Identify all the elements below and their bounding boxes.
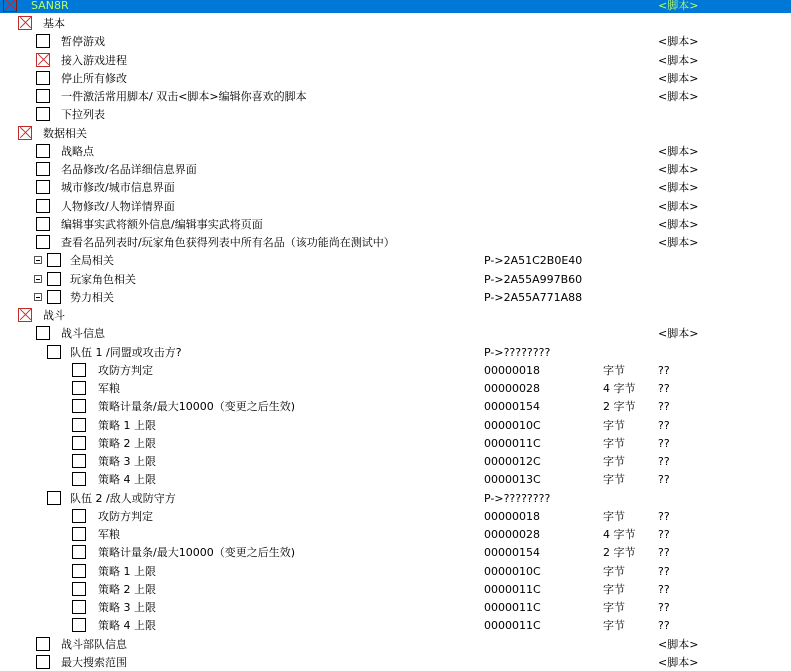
- header-script-value: <脚本>: [658, 0, 699, 12]
- list-item[interactable]: [0, 397, 791, 415]
- entry-type: 2 字节: [603, 546, 636, 560]
- list-item[interactable]: [0, 616, 791, 634]
- collapse-toggle-icon[interactable]: [34, 256, 42, 264]
- entry-type: 字节: [603, 582, 625, 596]
- activate-checkbox[interactable]: [36, 217, 50, 231]
- activate-checkbox[interactable]: [72, 399, 86, 413]
- entry-address: 0000013C: [484, 473, 541, 487]
- entry-type: 4 字节: [603, 528, 636, 541]
- entry-description: 策略 4 上限: [98, 619, 156, 633]
- entry-value: ??: [658, 528, 670, 541]
- entry-value: ??: [658, 509, 670, 523]
- entry-value: ??: [658, 564, 670, 578]
- entry-description: 编辑事实武将额外信息/编辑事实武将页面: [61, 217, 263, 231]
- list-item[interactable]: [0, 270, 791, 288]
- entry-description: 策略 4 上限: [98, 473, 156, 487]
- list-item[interactable]: [0, 361, 791, 379]
- list-item[interactable]: [0, 379, 791, 397]
- entry-description: 名品修改/名品详细信息界面: [61, 163, 197, 176]
- entry-address: 00000028: [484, 382, 540, 395]
- entry-address: 0000011C: [484, 619, 541, 633]
- list-item[interactable]: [0, 343, 791, 361]
- group-row[interactable]: [0, 124, 791, 142]
- entry-description: 军粮: [98, 382, 120, 395]
- activate-checkbox[interactable]: [18, 126, 32, 140]
- entry-description: 策略 1 上限: [98, 418, 156, 432]
- entry-description: 下拉列表: [61, 108, 105, 122]
- entry-description: 数据相关: [43, 126, 87, 140]
- list-item[interactable]: [0, 233, 791, 251]
- activate-checkbox[interactable]: [18, 16, 32, 30]
- activate-checkbox[interactable]: [36, 89, 50, 103]
- list-item[interactable]: [0, 197, 791, 215]
- activate-checkbox[interactable]: [36, 162, 50, 176]
- entry-value: <脚本>: [658, 144, 699, 158]
- list-item[interactable]: [0, 470, 791, 488]
- entry-address: P->2A55A771A88: [484, 290, 583, 304]
- entry-value: <脚本>: [658, 90, 699, 103]
- entry-value: <脚本>: [658, 217, 699, 231]
- entry-value: ??: [658, 546, 670, 560]
- list-item[interactable]: [0, 215, 791, 233]
- list-item[interactable]: [0, 507, 791, 525]
- table-header-row[interactable]: [0, 0, 791, 13]
- list-item[interactable]: [0, 178, 791, 196]
- activate-checkbox[interactable]: [72, 381, 86, 395]
- list-item[interactable]: [0, 32, 791, 50]
- entry-value: <脚本>: [658, 53, 699, 67]
- activate-checkbox[interactable]: [72, 527, 86, 541]
- activate-checkbox[interactable]: [72, 582, 86, 596]
- entry-description: 队伍 2 /敌人或防守方: [70, 491, 176, 505]
- entry-description: 基本: [43, 17, 65, 30]
- list-item[interactable]: [0, 69, 791, 87]
- activate-checkbox[interactable]: [36, 71, 50, 85]
- entry-value: <脚本>: [658, 71, 699, 85]
- list-item[interactable]: [0, 324, 791, 342]
- list-item[interactable]: [0, 635, 791, 653]
- activate-checkbox[interactable]: [72, 564, 86, 578]
- entry-value: ??: [658, 582, 670, 596]
- entry-type: 字节: [603, 436, 625, 450]
- entry-value: ??: [658, 400, 670, 414]
- entry-description: 策略 1 上限: [98, 564, 156, 578]
- list-item[interactable]: [0, 51, 791, 69]
- entry-value: <脚本>: [658, 637, 699, 651]
- entry-address: 00000154: [484, 400, 540, 414]
- entry-value: ??: [658, 473, 670, 487]
- entry-address: P->2A51C2B0E40: [484, 254, 583, 268]
- entry-description: 一件激活常用脚本/ 双击<脚本>编辑你喜欢的脚本: [61, 90, 307, 103]
- entry-description: 攻防方判定: [98, 363, 153, 377]
- entry-type: 字节: [603, 473, 625, 487]
- list-item[interactable]: [0, 416, 791, 434]
- entry-description: 战斗信息: [61, 327, 105, 341]
- entry-type: 4 字节: [603, 382, 636, 395]
- entry-description: 策略 3 上限: [98, 601, 156, 614]
- entry-description: 战斗部队信息: [61, 637, 127, 651]
- entry-description: 策略 2 上限: [98, 436, 156, 450]
- activate-checkbox[interactable]: [36, 637, 50, 651]
- list-item[interactable]: [0, 598, 791, 616]
- list-item[interactable]: [0, 562, 791, 580]
- activate-checkbox[interactable]: [36, 326, 50, 340]
- entry-value: ??: [658, 455, 670, 468]
- entry-address: 0000010C: [484, 564, 541, 578]
- entry-value: <脚本>: [658, 236, 699, 249]
- entry-value: ??: [658, 418, 670, 432]
- entry-value: <脚本>: [658, 655, 699, 669]
- activate-checkbox[interactable]: [36, 655, 50, 669]
- list-item[interactable]: [0, 525, 791, 543]
- entry-value: ??: [658, 436, 670, 450]
- entry-description: 队伍 1 /同盟或攻击方?: [70, 345, 182, 359]
- entry-address: P->2A55A997B60: [484, 272, 583, 286]
- list-item[interactable]: [0, 105, 791, 123]
- entry-description: 战略点: [61, 144, 94, 158]
- activate-checkbox[interactable]: [18, 308, 32, 322]
- activate-checkbox[interactable]: [72, 509, 86, 523]
- list-item[interactable]: [0, 142, 791, 160]
- entry-description: 攻防方判定: [98, 509, 153, 523]
- entry-description: 查看名品列表时/玩家角色获得列表中所有名品（该功能尚在测试中）: [61, 236, 395, 249]
- entry-description: 军粮: [98, 528, 120, 541]
- entry-description: 战斗: [43, 309, 65, 322]
- activate-checkbox[interactable]: [72, 600, 86, 614]
- list-item[interactable]: [0, 160, 791, 178]
- list-item[interactable]: [0, 653, 791, 671]
- collapse-toggle-icon[interactable]: [34, 293, 42, 301]
- entry-description: 策略 3 上限: [98, 455, 156, 468]
- collapse-toggle-icon[interactable]: [34, 275, 42, 283]
- entry-value: ??: [658, 382, 670, 395]
- entry-address: 00000018: [484, 509, 540, 523]
- entry-description: 暂停游戏: [61, 35, 105, 49]
- group-row[interactable]: [0, 306, 791, 324]
- list-item[interactable]: [0, 434, 791, 452]
- entry-value: ??: [658, 601, 670, 614]
- entry-value: <脚本>: [658, 199, 699, 213]
- activate-checkbox[interactable]: [47, 290, 61, 304]
- activate-checkbox[interactable]: [36, 144, 50, 158]
- activate-checkbox[interactable]: [72, 454, 86, 468]
- entry-type: 字节: [603, 363, 625, 377]
- header-checkbox[interactable]: [3, 0, 17, 12]
- entry-description: 策略计量条/最大10000（变更之后生效): [98, 400, 295, 414]
- entry-description: 策略计量条/最大10000（变更之后生效): [98, 546, 295, 560]
- entry-address: 0000012C: [484, 455, 541, 468]
- activate-checkbox[interactable]: [47, 345, 61, 359]
- entry-description: 全局相关: [70, 254, 114, 268]
- entry-address: 0000011C: [484, 601, 541, 614]
- entry-value: <脚本>: [658, 327, 699, 341]
- activate-checkbox[interactable]: [36, 180, 50, 194]
- entry-address: 0000010C: [484, 418, 541, 432]
- entry-type: 字节: [603, 601, 625, 614]
- list-item[interactable]: [0, 452, 791, 470]
- entry-description: 接入游戏进程: [61, 53, 127, 67]
- entry-address: 00000154: [484, 546, 540, 560]
- entry-type: 字节: [603, 455, 625, 468]
- entry-type: 2 字节: [603, 400, 636, 414]
- entry-address: 0000011C: [484, 436, 541, 450]
- entry-description: 停止所有修改: [61, 71, 127, 85]
- entry-address: P->????????: [484, 345, 551, 359]
- activate-checkbox[interactable]: [72, 436, 86, 450]
- list-item[interactable]: [0, 580, 791, 598]
- table-title: SAN8R: [31, 0, 69, 12]
- list-item[interactable]: [0, 288, 791, 306]
- entry-address: 00000028: [484, 528, 540, 541]
- entry-value: <脚本>: [658, 35, 699, 49]
- group-row[interactable]: [0, 14, 791, 32]
- entry-description: 最大搜索范围: [61, 655, 127, 669]
- entry-value: ??: [658, 363, 670, 377]
- activate-checkbox[interactable]: [36, 107, 50, 121]
- entry-description: 势力相关: [70, 290, 114, 304]
- entry-description: 人物修改/人物详情界面: [61, 199, 175, 213]
- activate-checkbox[interactable]: [72, 363, 86, 377]
- entry-type: 字节: [603, 619, 625, 633]
- entry-value: ??: [658, 619, 670, 633]
- activate-checkbox[interactable]: [36, 53, 50, 67]
- entry-address: 00000018: [484, 363, 540, 377]
- list-item[interactable]: [0, 87, 791, 105]
- activate-checkbox[interactable]: [36, 34, 50, 48]
- activate-checkbox[interactable]: [47, 491, 61, 505]
- entry-description: 玩家角色相关: [70, 272, 136, 286]
- entry-type: 字节: [603, 509, 625, 523]
- list-item[interactable]: [0, 543, 791, 561]
- activate-checkbox[interactable]: [36, 199, 50, 213]
- entry-description: 策略 2 上限: [98, 582, 156, 596]
- entry-address: P->????????: [484, 491, 551, 505]
- entry-description: 城市修改/城市信息界面: [61, 181, 175, 195]
- entry-address: 0000011C: [484, 582, 541, 596]
- activate-checkbox[interactable]: [47, 272, 61, 286]
- entry-type: 字节: [603, 418, 625, 432]
- activate-checkbox[interactable]: [47, 253, 61, 267]
- entry-type: 字节: [603, 564, 625, 578]
- activate-checkbox[interactable]: [72, 472, 86, 486]
- list-item[interactable]: [0, 489, 791, 507]
- entry-value: <脚本>: [658, 181, 699, 195]
- list-item[interactable]: [0, 251, 791, 269]
- activate-checkbox[interactable]: [72, 545, 86, 559]
- activate-checkbox[interactable]: [36, 235, 50, 249]
- activate-checkbox[interactable]: [72, 418, 86, 432]
- activate-checkbox[interactable]: [72, 618, 86, 632]
- entry-value: <脚本>: [658, 163, 699, 176]
